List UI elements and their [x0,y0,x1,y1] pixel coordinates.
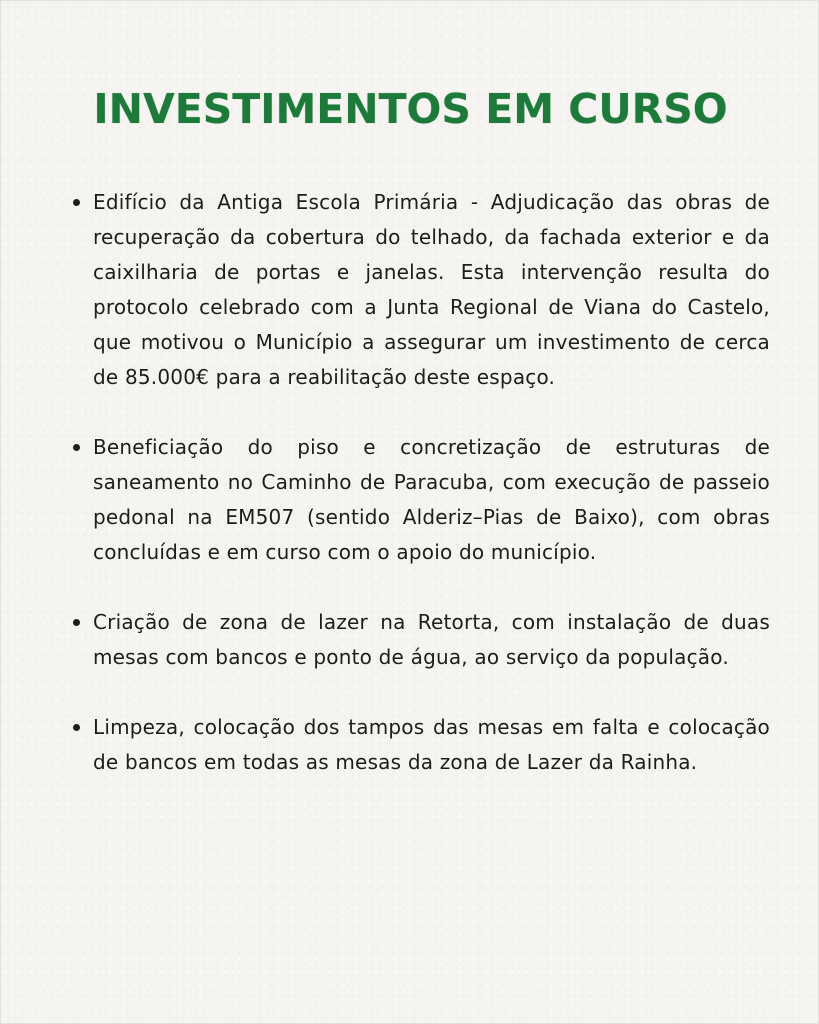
list-item [93,185,770,395]
list-item-text: Beneficiação do piso e concretização de estruturas de saneamento no Caminho de Paracuba, com execução de passeio pedonal na EM507 (sentido Alderiz–Pias de Baixo), com obras concluídas e em curso com o apoio do município. [93,435,770,564]
list-item [93,430,770,570]
bullet-icon [73,619,80,626]
list-item-text: Edifício da Antiga Escola Primária - Adjudicação das obras de recuperação da cobertura do telhado, da fachada exterior e da caixilharia de portas e janelas. Esta intervenção resulta do protocolo celebrado com a Junta Regional de Viana do Castelo, que motivou o Município a assegurar um investimento de cerca de 85.000€ para a reabilitação deste espaço. [93,190,770,389]
list-item [93,605,770,675]
page-title: INVESTIMENTOS EM CURSO [93,85,728,133]
investment-list [93,185,770,780]
bullet-icon [73,444,80,451]
list-item [93,710,770,780]
bullet-icon [73,724,80,731]
list-item-text: Criação de zona de lazer na Retorta, com instalação de duas mesas com bancos e ponto de água, ao serviço da população. [93,610,770,669]
list-item-text: Limpeza, colocação dos tampos das mesas em falta e colocação de bancos em todas as mesas da zona de Lazer da Rainha. [93,715,770,774]
bullet-icon [73,199,80,206]
